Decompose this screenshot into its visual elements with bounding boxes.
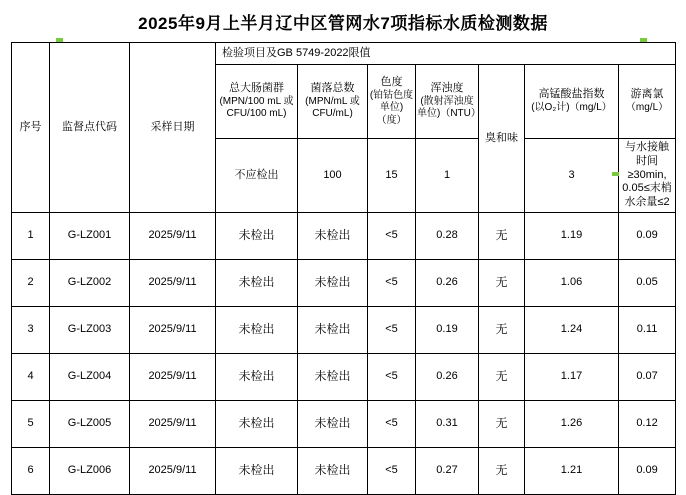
cell-point-code: G-LZ004 <box>50 353 130 400</box>
col-header-chroma-unit: (铂钴色度单位)（度） <box>369 89 414 126</box>
cell-permanganate: 1.24 <box>525 306 619 353</box>
cell-coliform: 未检出 <box>216 212 298 259</box>
cell-chlorine: 0.09 <box>619 447 676 494</box>
cell-turbidity: 0.26 <box>416 353 479 400</box>
cell-chlorine: 0.09 <box>619 212 676 259</box>
col-header-chlorine <box>619 65 676 139</box>
col-header-chlorine-unit: （mg/L） <box>625 102 669 114</box>
col-header-coliform <box>216 65 298 139</box>
cell-chroma: <5 <box>368 447 416 494</box>
cell-sample-date: 2025/9/11 <box>130 353 216 400</box>
cell-sample-date: 2025/9/11 <box>130 259 216 306</box>
cell-coliform: 未检出 <box>216 259 298 306</box>
cell-index: 6 <box>12 447 50 494</box>
cell-colony: 未检出 <box>298 353 368 400</box>
cell-chroma: <5 <box>368 259 416 306</box>
cell-turbidity: 0.28 <box>416 212 479 259</box>
col-header-point-code: 监督点代码 <box>50 43 130 213</box>
highlight-marker-top-left <box>56 38 63 42</box>
table-row <box>12 400 676 447</box>
table-row <box>12 353 676 400</box>
limit-coliform: 不应检出 <box>216 139 298 213</box>
water-quality-table <box>11 42 676 495</box>
limit-chlorine: 与水接触时间≥30min, 0.05≤末梢水余量≤2 <box>619 139 676 213</box>
cell-point-code: G-LZ003 <box>50 306 130 353</box>
cell-sample-date: 2025/9/11 <box>130 447 216 494</box>
cell-turbidity: 0.19 <box>416 306 479 353</box>
cell-colony: 未检出 <box>298 400 368 447</box>
limit-chroma: 15 <box>368 139 416 213</box>
cell-sample-date: 2025/9/11 <box>130 400 216 447</box>
cell-turbidity: 0.27 <box>416 447 479 494</box>
highlight-marker-top-right <box>640 38 647 42</box>
table-header-group-row <box>12 43 676 65</box>
cell-permanganate: 1.06 <box>525 259 619 306</box>
cell-index: 4 <box>12 353 50 400</box>
highlight-marker-chlorine-limit <box>612 172 619 176</box>
cell-chlorine: 0.07 <box>619 353 676 400</box>
cell-odor: 无 <box>479 447 525 494</box>
cell-coliform: 未检出 <box>216 306 298 353</box>
cell-chlorine: 0.05 <box>619 259 676 306</box>
cell-sample-date: 2025/9/11 <box>130 306 216 353</box>
limit-turbidity: 1 <box>416 139 479 213</box>
col-header-colony-name: 菌落总数 <box>310 82 355 95</box>
table-row <box>12 306 676 353</box>
cell-colony: 未检出 <box>298 447 368 494</box>
table-row <box>12 259 676 306</box>
col-header-odor: 臭和味 <box>479 65 525 213</box>
limit-permanganate: 3 <box>525 139 619 213</box>
cell-coliform: 未检出 <box>216 447 298 494</box>
col-header-coliform-unit: (MPN/100 mL 或 CFU/100 mL) <box>219 95 294 120</box>
page-title: 2025年9月上半月辽中区管网水7项指标水质检测数据 <box>138 14 548 33</box>
cell-index: 5 <box>12 400 50 447</box>
col-header-permanganate <box>525 65 619 139</box>
col-header-permanganate-name: 高锰酸盐指数 <box>538 88 605 101</box>
cell-odor: 无 <box>479 400 525 447</box>
limit-colony: 100 <box>298 139 368 213</box>
cell-permanganate: 1.26 <box>525 400 619 447</box>
col-header-chroma-name: 色度 <box>380 75 403 88</box>
cell-index: 2 <box>12 259 50 306</box>
cell-turbidity: 0.26 <box>416 259 479 306</box>
cell-chroma: <5 <box>368 353 416 400</box>
col-header-sample-date: 采样日期 <box>130 43 216 213</box>
cell-colony: 未检出 <box>298 212 368 259</box>
cell-index: 1 <box>12 212 50 259</box>
cell-colony: 未检出 <box>298 259 368 306</box>
cell-chroma: <5 <box>368 212 416 259</box>
cell-odor: 无 <box>479 306 525 353</box>
cell-point-code: G-LZ006 <box>50 447 130 494</box>
col-header-turbidity-unit: (散射浑浊度单位)（NTU） <box>417 95 481 120</box>
col-header-permanganate-unit: (以O₂计)（mg/L） <box>531 102 612 114</box>
col-header-group: 检验项目及GB 5749-2022限值 <box>216 43 676 65</box>
cell-odor: 无 <box>479 212 525 259</box>
cell-turbidity: 0.31 <box>416 400 479 447</box>
cell-odor: 无 <box>479 353 525 400</box>
cell-point-code: G-LZ002 <box>50 259 130 306</box>
cell-point-code: G-LZ001 <box>50 212 130 259</box>
cell-chroma: <5 <box>368 400 416 447</box>
table-row <box>12 212 676 259</box>
col-header-colony <box>298 65 368 139</box>
cell-permanganate: 1.21 <box>525 447 619 494</box>
col-header-turbidity-name: 浑浊度 <box>430 82 464 95</box>
cell-coliform: 未检出 <box>216 353 298 400</box>
col-header-chlorine-name: 游离氯 <box>630 88 664 101</box>
cell-colony: 未检出 <box>298 306 368 353</box>
cell-permanganate: 1.17 <box>525 353 619 400</box>
cell-chlorine: 0.11 <box>619 306 676 353</box>
cell-chlorine: 0.12 <box>619 400 676 447</box>
cell-sample-date: 2025/9/11 <box>130 212 216 259</box>
col-header-coliform-name: 总大肠菌群 <box>229 82 284 95</box>
cell-coliform: 未检出 <box>216 400 298 447</box>
cell-permanganate: 1.19 <box>525 212 619 259</box>
cell-chroma: <5 <box>368 306 416 353</box>
cell-point-code: G-LZ005 <box>50 400 130 447</box>
col-header-colony-unit: (MPN/mL 或 CFU/mL) <box>305 95 360 120</box>
col-header-chroma <box>368 65 416 139</box>
col-header-index: 序号 <box>12 43 50 213</box>
cell-index: 3 <box>12 306 50 353</box>
cell-odor: 无 <box>479 259 525 306</box>
col-header-turbidity <box>416 65 479 139</box>
table-row <box>12 447 676 494</box>
